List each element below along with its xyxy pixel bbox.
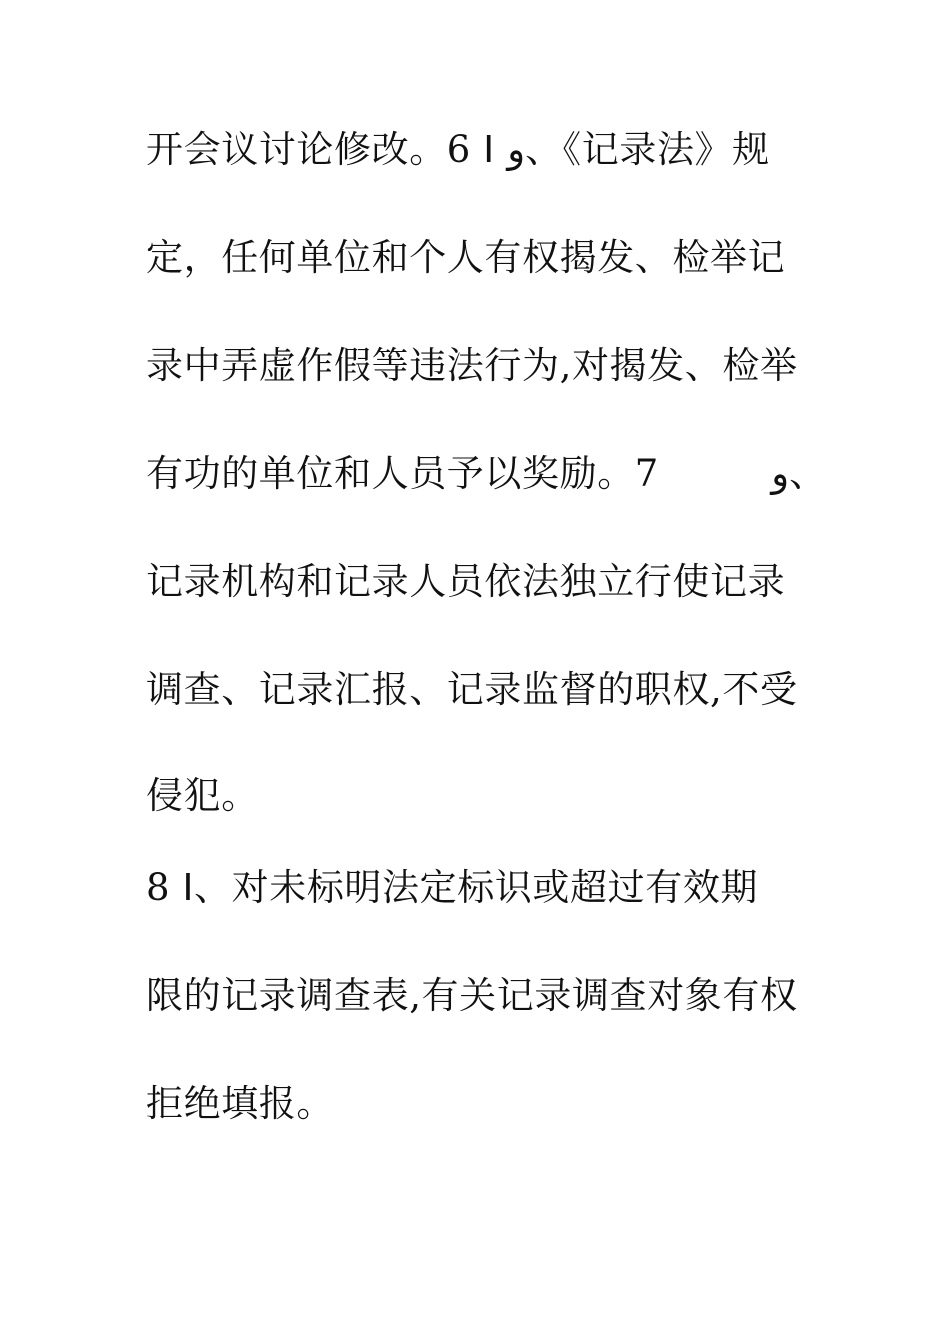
- body-text-line-4: 有功的单位和人员予以奖励。7 و、: [146, 452, 827, 495]
- body-text-line-2: 定，任何单位和个人有权揭发、检举记: [146, 236, 786, 279]
- body-text-line-10: 拒绝填报。: [146, 1082, 334, 1125]
- body-text-line-1: 开会议讨论修改。6 ꓲ و、《记录法》规: [146, 128, 770, 171]
- body-text-line-7: 侵犯。: [146, 774, 259, 817]
- body-text-line-3: 录中弄虚作假等违法行为,对揭发、检举: [146, 344, 798, 387]
- body-text-line-6: 调查、记录汇报、记录监督的职权,不受: [146, 668, 798, 711]
- body-text-line-9: 限的记录调查表,有关记录调查对象有权: [146, 974, 798, 1017]
- body-text-line-8: 8 ꓲ、对未标明法定标识或超过有效期: [146, 866, 759, 909]
- body-text-line-5: 记录机构和记录人员依法独立行使记录: [146, 560, 786, 603]
